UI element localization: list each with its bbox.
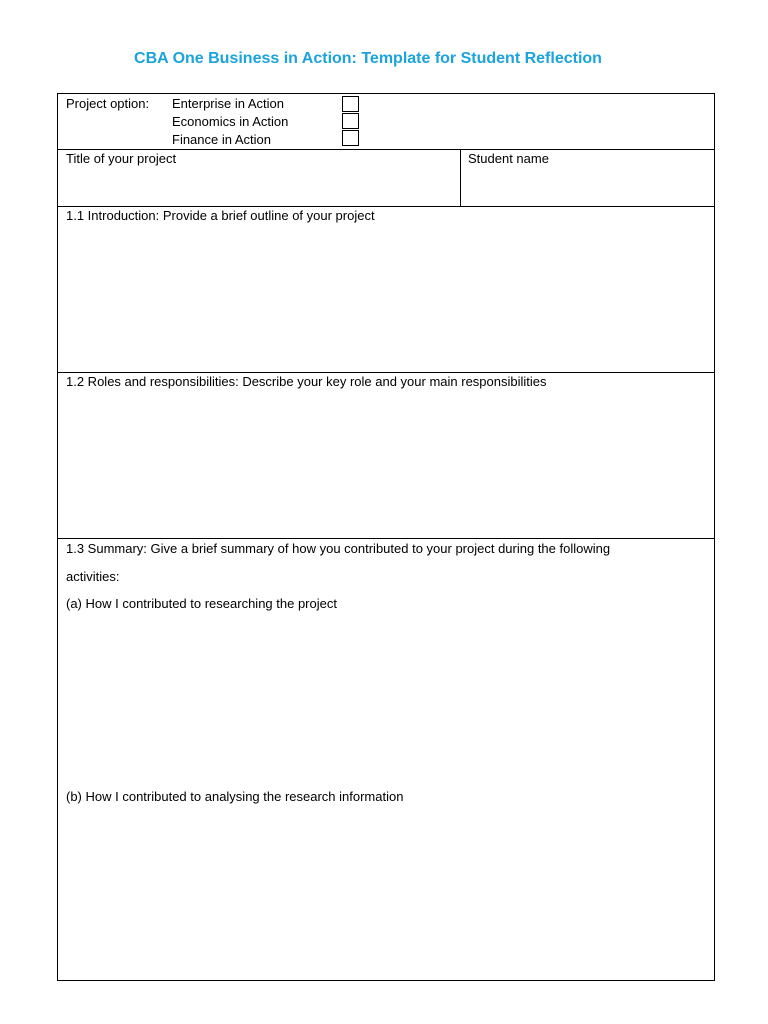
reflection-form	[57, 93, 715, 981]
summary-part-b-answer-area[interactable]	[62, 811, 710, 976]
option-economics-checkbox[interactable]	[342, 113, 359, 129]
roles-heading: 1.2 Roles and responsibilities: Describe your key role and your main responsibilities	[66, 374, 547, 389]
summary-heading-line1: 1.3 Summary: Give a brief summary of how you contributed to your project during the following	[66, 541, 611, 556]
project-option-label: Project option:	[66, 96, 150, 111]
option-finance-checkbox[interactable]	[342, 130, 359, 146]
document-title: CBA One Business in Action: Template for Student Reflection	[134, 50, 602, 67]
summary-section	[58, 539, 714, 980]
project-title-cell[interactable]	[58, 150, 460, 206]
introduction-answer-area[interactable]	[62, 229, 710, 368]
summary-part-a-answer-area[interactable]	[62, 617, 710, 777]
option-enterprise-label: Enterprise in Action	[172, 96, 285, 111]
option-finance-label: Finance in Action	[172, 132, 272, 147]
student-name-label: Student name	[468, 151, 549, 166]
student-name-cell[interactable]	[461, 150, 714, 206]
summary-part-a-label: (a) How I contributed to researching the project	[66, 596, 337, 611]
introduction-heading: 1.1 Introduction: Provide a brief outline of your project	[66, 208, 375, 223]
project-title-label: Title of your project	[66, 151, 177, 166]
title-student-row	[58, 150, 714, 207]
roles-section	[58, 373, 714, 539]
option-enterprise-checkbox[interactable]	[342, 96, 359, 112]
summary-heading-line2: activities:	[66, 569, 120, 584]
project-option-row	[58, 94, 714, 150]
roles-answer-area[interactable]	[62, 395, 710, 534]
summary-part-b-label: (b) How I contributed to analysing the research information	[66, 789, 404, 804]
option-economics-label: Economics in Action	[172, 114, 289, 129]
introduction-section	[58, 207, 714, 373]
